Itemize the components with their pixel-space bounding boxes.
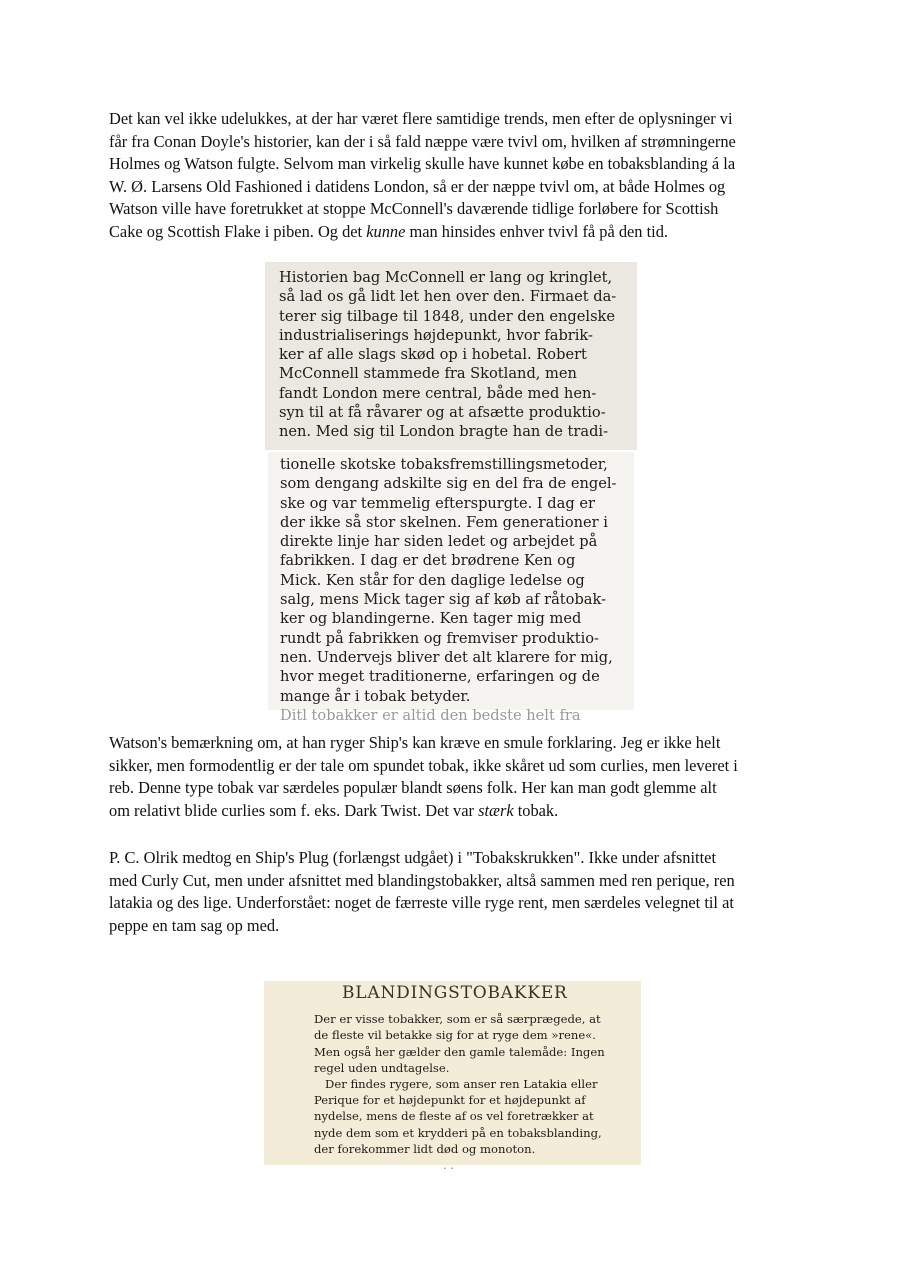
- clipping-line: så lad os gå lidt let hen over den. Firmaet da-: [279, 288, 617, 306]
- clipping-line: Historien bag McConnell er lang og kringlet,: [279, 269, 613, 286]
- text-segment: man hinsides enhver tvivl få på den tid.: [405, 221, 669, 241]
- scanned-clipping-blandingstobakker: [264, 981, 641, 1173]
- text-line: reb. Denne type tobak var særdeles populær blandt søens folk. Her kan man godt glemme alt: [109, 778, 717, 798]
- clipping-line: de fleste vil betakke sig for at ryge dem »rene«.: [314, 1028, 596, 1043]
- clipping-line: fandt London mere central, både med hen-: [279, 384, 597, 402]
- clipping-line: direkte linje har siden ledet og arbejdet på: [280, 533, 598, 551]
- text-line: latakia og des lige. Underforstået: noget de færreste ville ryge rent, men særdeles velegnet til at: [109, 893, 734, 913]
- text-segment: Cake og Scottish Flake i piben. Og det: [109, 221, 367, 241]
- clipping-line: terer sig tilbage til 1848, under den engelske: [279, 307, 616, 325]
- clipping-line: der forekommer lidt død og monoton.: [314, 1141, 536, 1156]
- clipping-line: rundt på fabrikken og fremviser produktio-: [280, 629, 599, 647]
- emphasis-text: kunne: [366, 221, 406, 241]
- text-segment: om relativt blide curlies som f. eks. Dark Twist. Det var: [109, 800, 479, 820]
- clipping-line: ske og var temmelig efterspurgte. I dag er: [280, 494, 595, 512]
- paragraph-olrik: [109, 847, 809, 937]
- clipping-line: Der er visse tobakker, som er så særprægede, at: [314, 1012, 601, 1027]
- paragraph-intro: [109, 108, 809, 244]
- text-line: [109, 800, 809, 823]
- clipping-line: ker og blandingerne. Ken tager mig med: [280, 610, 582, 628]
- paragraph-ships-tobacco: [109, 732, 809, 822]
- clipping-line: salg, mens Mick tager sig af køb af råtobak-: [280, 591, 607, 609]
- text-segment: tobak.: [513, 800, 559, 820]
- clipping-line: nen. Undervejs bliver det alt klarere for mig,: [280, 648, 613, 666]
- clipping-heading: BLANDINGSTOBAKKER: [342, 983, 568, 1003]
- text-line: med Curly Cut, men under afsnittet med blandingstobakker, altså sammen med ren perique, ren: [109, 870, 735, 890]
- text-line: Holmes og Watson fulgte. Selvom man virkelig skulle have kunnet købe en tobaksblanding á la: [109, 154, 736, 174]
- text-line: peppe en tam sag op med.: [109, 915, 280, 935]
- clipping-line: Men også her gælder den gamle talemåde: Ingen: [314, 1044, 605, 1059]
- clipping-line: som dengang adskilte sig en del fra de engel-: [280, 475, 617, 493]
- clipping-line: regel uden undtagelse.: [314, 1060, 450, 1075]
- clipping-line: fabrikken. I dag er det brødrene Ken og: [280, 552, 576, 570]
- scanned-clipping-continuation: [268, 452, 634, 724]
- clipping-line: Perique for et højdepunkt for et højdepunkt af: [314, 1093, 586, 1108]
- clipping-cut-line: . .: [314, 1158, 455, 1173]
- text-line: Watson ville have foretrukket at stoppe McConnell's daværende tidlige forløbere for Scottish: [109, 199, 719, 219]
- clipping-line: mange år i tobak betyder.: [280, 687, 471, 705]
- text-line: [109, 221, 809, 244]
- clipping-line: Der findes rygere, som anser ren Latakia eller: [314, 1077, 598, 1092]
- text-line: sikker, men formodentlig er der tale om spundet tobak, ikke skåret ud som curlies, men leveret i: [109, 755, 738, 775]
- clipping-line: nyde dem som et krydderi på en tobaksblanding,: [314, 1125, 602, 1140]
- clipping-line: hvor meget traditionerne, erfaringen og de: [280, 668, 600, 686]
- clipping-line: nen. Med sig til London bragte han de tradi-: [279, 423, 609, 441]
- text-line: får fra Conan Doyle's historier, kan der i så fald næppe være tvivl om, hvilken af strømningerne: [109, 131, 736, 151]
- clipping-line: industrialiserings højdepunkt, hvor fabrik-: [279, 326, 593, 344]
- clipping-line: McConnell stammede fra Skotland, men: [279, 365, 577, 383]
- text-line: Det kan vel ikke udelukkes, at der har været flere samtidige trends, men efter de oplysninger vi: [109, 109, 733, 128]
- text-line: W. Ø. Larsens Old Fashioned i datidens London, så er der næppe tvivl om, at både Holmes og: [109, 176, 726, 196]
- clipping-line: nydelse, mens de fleste af os vel foretrækker at: [314, 1109, 594, 1124]
- clipping-cut-line: Ditl tobakker er altid den bedste helt fra: [280, 706, 581, 724]
- emphasis-text: stærk: [478, 800, 514, 820]
- scanned-clipping-history: [265, 262, 637, 450]
- clipping-line: tionelle skotske tobaksfremstillingsmetoder,: [280, 456, 608, 473]
- clipping-line: Mick. Ken står for den daglige ledelse og: [280, 571, 585, 589]
- text-line: Watson's bemærkning om, at han ryger Ship's kan kræve en smule forklaring. Jeg er ikke helt: [109, 733, 721, 752]
- clipping-line: der ikke så stor skelnen. Fem generationer i: [280, 513, 608, 531]
- clipping-line: ker af alle slags skød op i hobetal. Robert: [279, 346, 587, 364]
- clipping-line: syn til at få råvarer og at afsætte produktio-: [279, 404, 606, 422]
- text-line: P. C. Olrik medtog en Ship's Plug (forlængst udgået) i "Tobakskrukken". Ikke under afsnittet: [109, 848, 716, 867]
